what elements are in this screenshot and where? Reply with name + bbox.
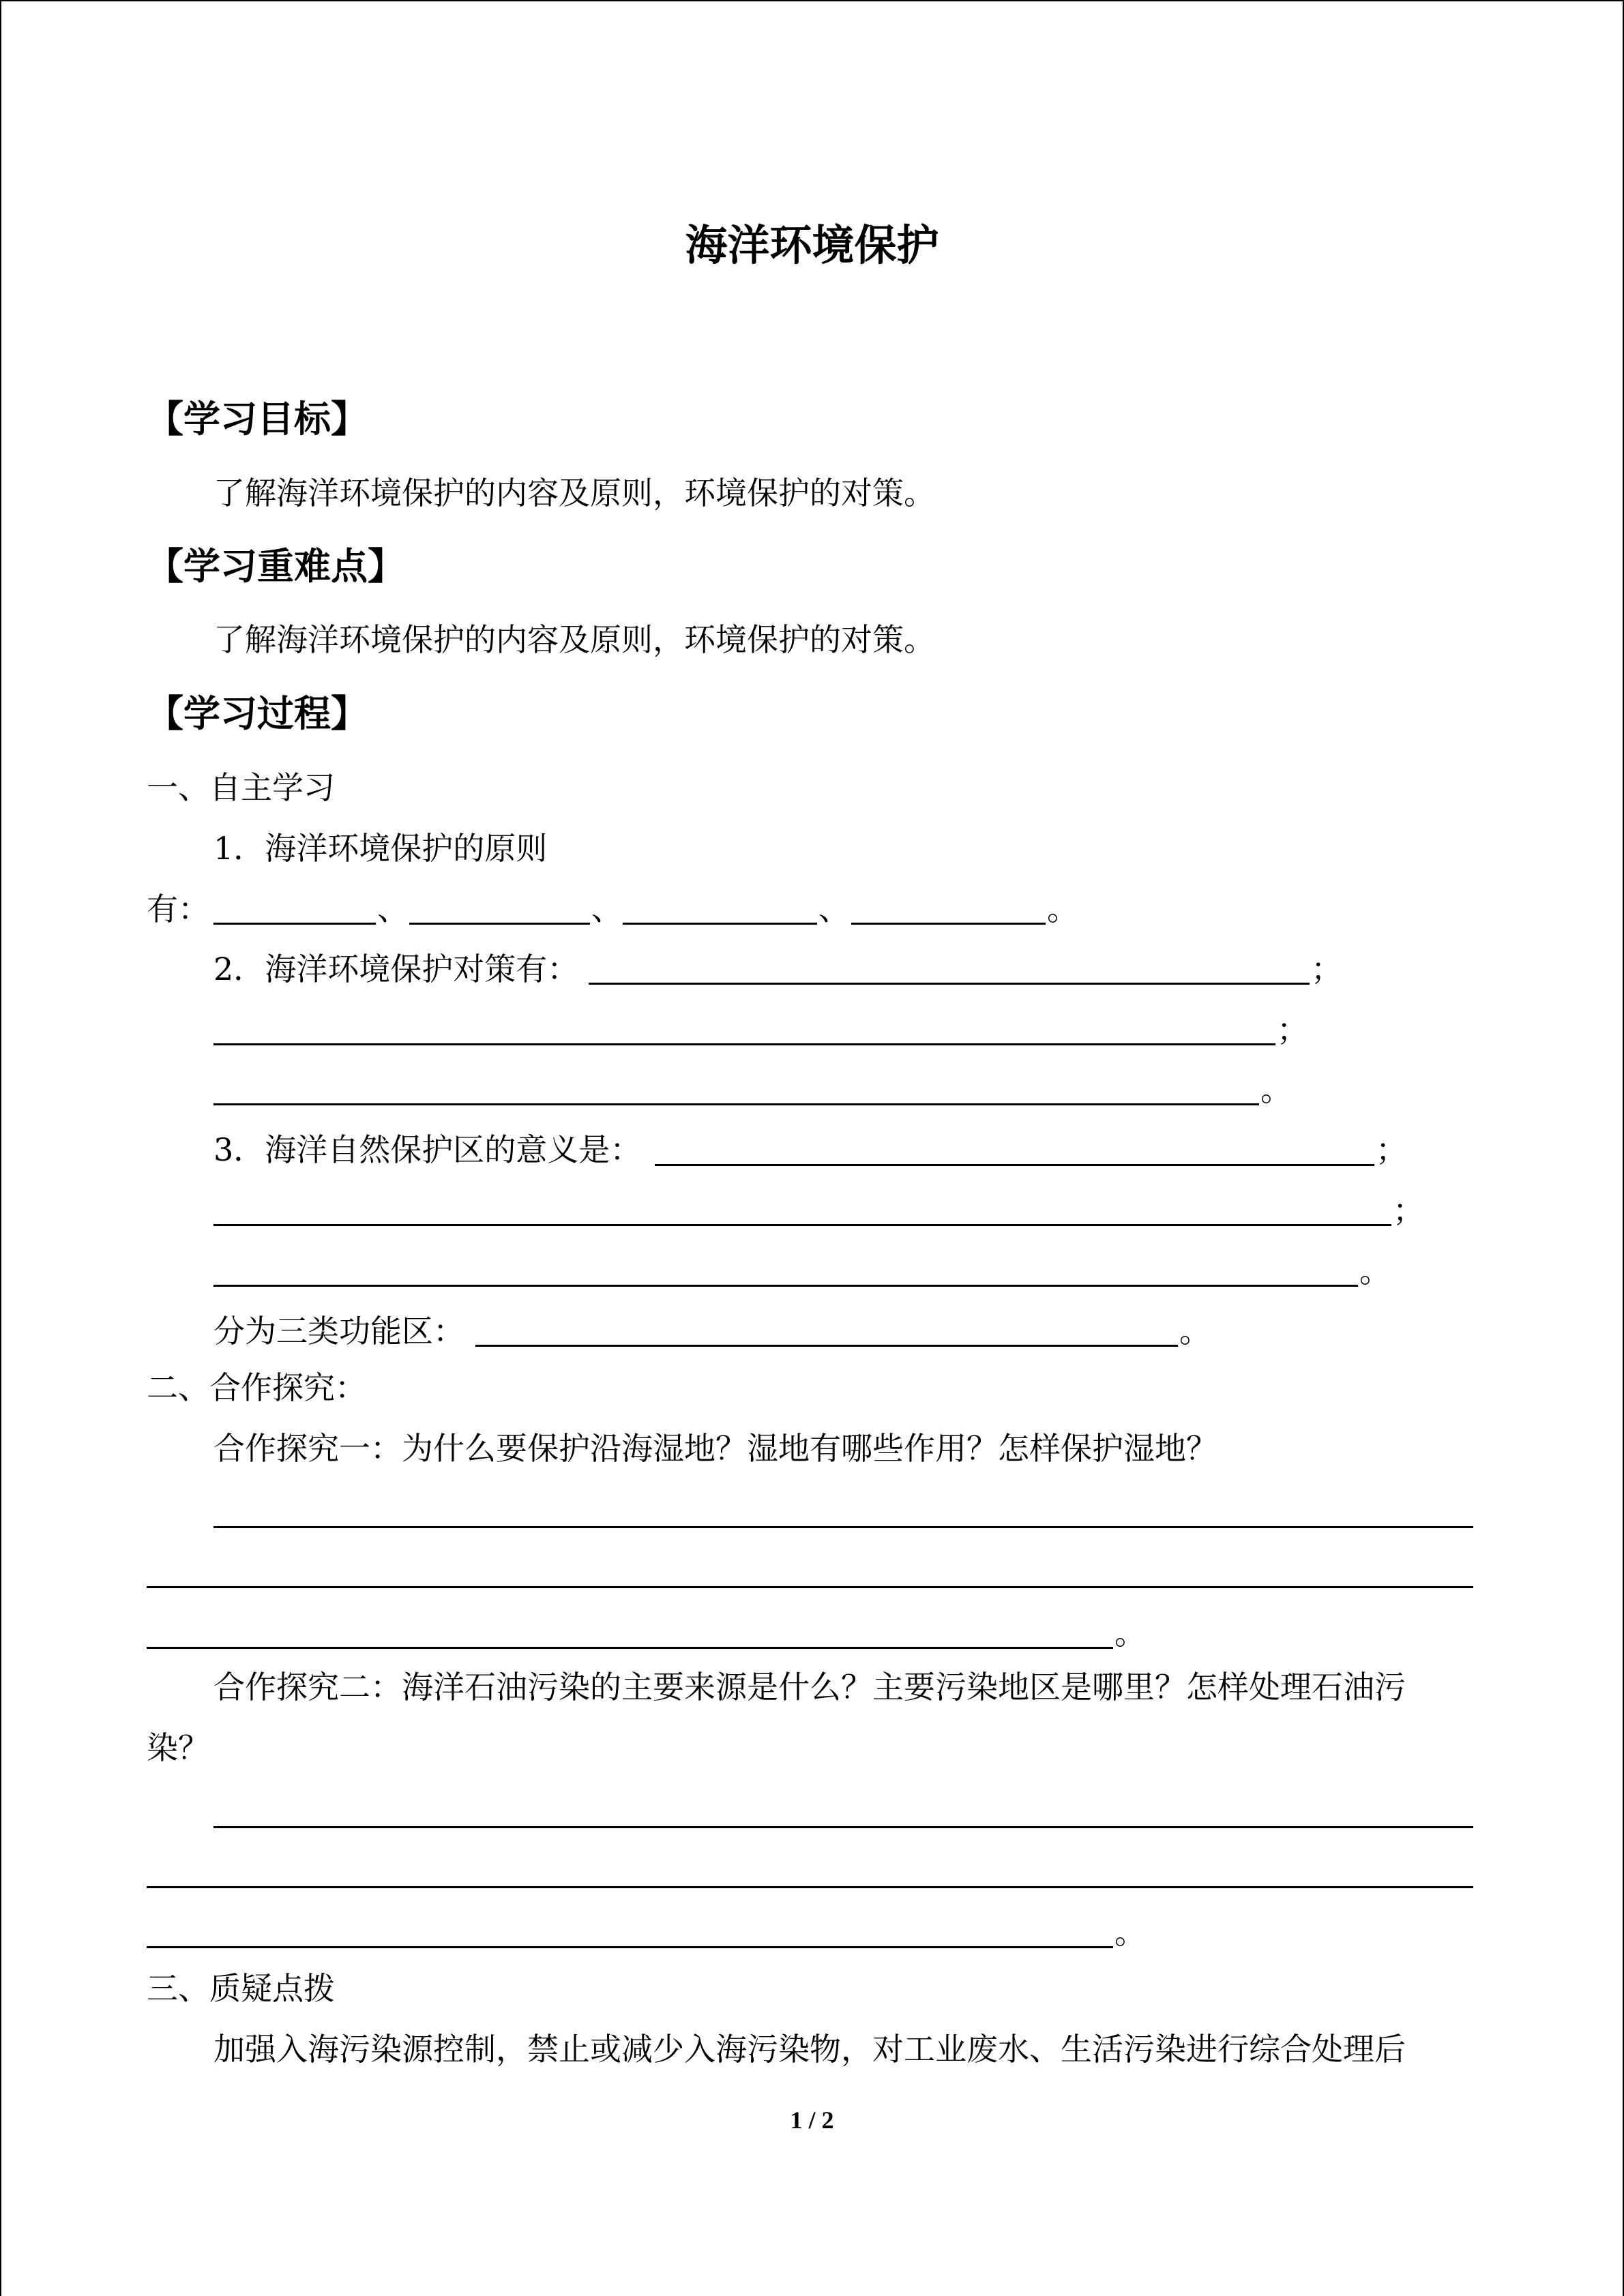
- zones-blank[interactable]: [475, 1345, 1178, 1347]
- q1-label: 1．海洋环境保护的原则: [213, 830, 548, 867]
- q2-semicolon-1: ；: [1311, 951, 1342, 987]
- inquiry1-blank-1[interactable]: [213, 1526, 1473, 1528]
- part3-text: 加强入海污染源控制，禁止或减少入海污染物，对工业废水、生活污染进行综合处理后: [213, 2031, 1406, 2068]
- zones-end: 。: [1179, 1313, 1211, 1350]
- zones-label: 分为三类功能区：: [213, 1313, 464, 1350]
- q2-blank-3[interactable]: [213, 1103, 1259, 1105]
- process-heading: 【学习过程】: [147, 692, 368, 735]
- inquiry2-end: 。: [1114, 1914, 1146, 1951]
- part2-heading: 二、合作探究：: [147, 1369, 366, 1406]
- q2-end: 。: [1260, 1071, 1292, 1108]
- q2-semicolon-2: ；: [1277, 1011, 1308, 1048]
- q1-blank-2[interactable]: [409, 923, 590, 925]
- q1-sep-3: 、: [818, 891, 850, 927]
- inquiry2-question-line2: 染？: [147, 1729, 209, 1766]
- goal-heading: 【学习目标】: [147, 398, 368, 441]
- q1-end: 。: [1047, 891, 1078, 927]
- q3-semicolon-2: ；: [1393, 1192, 1424, 1229]
- part1-heading: 一、自主学习: [147, 769, 335, 806]
- q1-prefix: 有：: [147, 891, 209, 927]
- inquiry2-blank-3[interactable]: [147, 1946, 1113, 1948]
- q2-blank-1[interactable]: [589, 983, 1310, 985]
- q1-blank-1[interactable]: [213, 923, 376, 925]
- inquiry2-blank-1[interactable]: [213, 1826, 1473, 1828]
- goal-text: 了解海洋环境保护的内容及原则，环境保护的对策。: [213, 475, 935, 511]
- part3-heading: 三、质疑点拨: [147, 1970, 335, 2007]
- inquiry1-blank-3[interactable]: [147, 1647, 1113, 1649]
- q3-blank-1[interactable]: [655, 1164, 1374, 1166]
- inquiry1-question: 合作探究一：为什么要保护沿海湿地？湿地有哪些作用？怎样保护湿地？: [213, 1430, 1217, 1467]
- q3-semicolon-1: ；: [1376, 1131, 1407, 1168]
- q3-blank-2[interactable]: [213, 1224, 1391, 1226]
- page-title: 海洋环境保护: [685, 220, 939, 270]
- inquiry1-blank-2[interactable]: [147, 1586, 1473, 1588]
- q2-label: 2．海洋环境保护对策有：: [213, 951, 579, 987]
- inquiry2-question-line1: 合作探究二：海洋石油污染的主要来源是什么？主要污染地区是哪里？怎样处理石油污: [213, 1669, 1406, 1705]
- q1-sep-2: 、: [591, 891, 623, 927]
- inquiry2-blank-2[interactable]: [147, 1886, 1473, 1888]
- q3-label: 3．海洋自然保护区的意义是：: [213, 1131, 642, 1168]
- q1-sep-1: 、: [377, 891, 409, 927]
- page-left-border: [0, 0, 1, 2296]
- inquiry1-end: 。: [1114, 1615, 1146, 1652]
- q1-blank-3[interactable]: [623, 923, 817, 925]
- q2-blank-2[interactable]: [213, 1043, 1275, 1045]
- key-heading: 【学习重难点】: [147, 545, 404, 588]
- q3-end: 。: [1359, 1253, 1391, 1289]
- key-text: 了解海洋环境保护的内容及原则，环境保护的对策。: [213, 621, 935, 658]
- q3-blank-3[interactable]: [213, 1285, 1358, 1287]
- page-number: 1 / 2: [790, 2106, 834, 2134]
- q1-blank-4[interactable]: [851, 923, 1046, 925]
- page-top-border: [0, 0, 1623, 1]
